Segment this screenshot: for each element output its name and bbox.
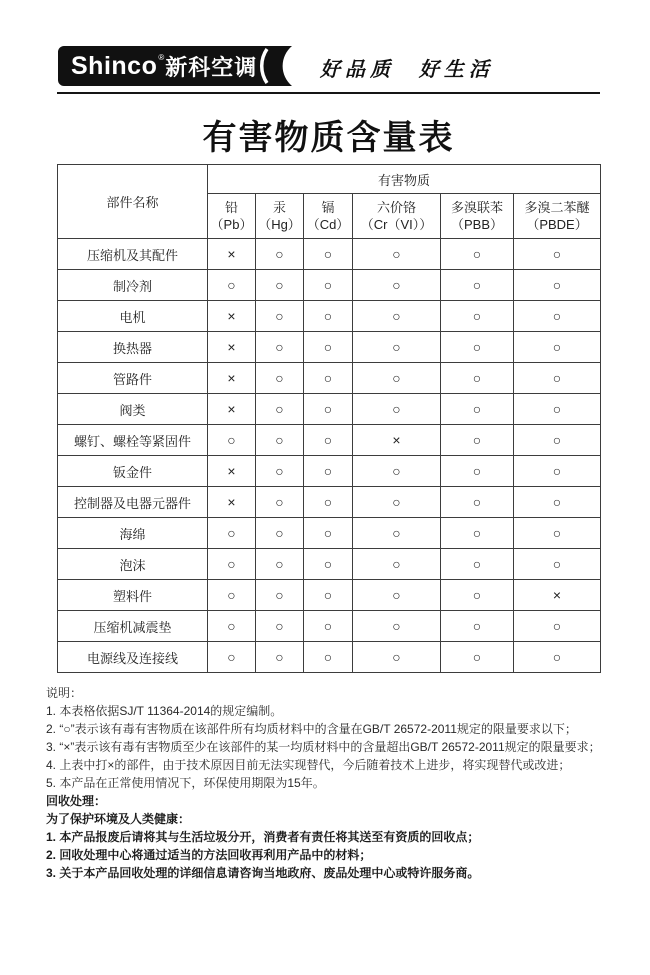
substance-value-cell: ○ [208, 518, 256, 549]
recycle-item: 1. 本产品报废后请将其与生活垃圾分开，消费者有责任将其送至有资质的回收点； [46, 830, 480, 844]
substance-value-cell: ○ [514, 456, 601, 487]
part-name-cell: 泡沫 [58, 549, 208, 580]
substance-value-cell: ○ [441, 239, 514, 270]
substance-name: 汞 [272, 200, 286, 215]
substance-symbol: （Pb） [210, 217, 253, 232]
substance-name: 多溴联苯 [450, 200, 503, 215]
substance-value-cell: ○ [441, 270, 514, 301]
substance-value-cell: ○ [304, 332, 353, 363]
notes-list [46, 702, 631, 792]
table-row [58, 270, 601, 301]
table-row [58, 642, 601, 673]
note-item: 2. “○”表示该有毒有害物质在该部件所有均质材料中的含量在GB/T 26572-2011规定的限量要求以下； [46, 722, 577, 736]
substance-value-cell: × [208, 363, 256, 394]
substance-value-cell: ○ [256, 518, 304, 549]
recycle-heading: 回收处理： [46, 794, 107, 808]
substance-value-cell: ○ [304, 611, 353, 642]
substance-symbol: （Hg） [258, 217, 301, 232]
substance-value-cell: ○ [353, 642, 441, 673]
substance-value-cell: ○ [256, 642, 304, 673]
substance-value-cell: × [208, 394, 256, 425]
substance-value-cell: × [208, 301, 256, 332]
substance-value-cell: ○ [353, 518, 441, 549]
substance-value-cell: ○ [353, 549, 441, 580]
substance-value-cell: ○ [353, 487, 441, 518]
recycle-list [46, 828, 631, 882]
recycle-item: 2. 回收处理中心将通过适当的方法回收再利用产品中的材料； [46, 848, 372, 862]
hazardous-substances-table [57, 164, 601, 673]
brand-name-en: Shinco [71, 51, 158, 80]
substance-value-cell: ○ [441, 549, 514, 580]
table-header-row-1 [58, 165, 601, 194]
substance-value-cell: ○ [441, 363, 514, 394]
substance-value-cell: ○ [441, 580, 514, 611]
part-name-cell: 控制器及电器元器件 [58, 487, 208, 518]
substance-value-cell: ○ [353, 611, 441, 642]
substance-value-cell: ○ [256, 301, 304, 332]
part-name-cell: 电机 [58, 301, 208, 332]
table-row [58, 518, 601, 549]
substance-value-cell: ○ [353, 301, 441, 332]
substance-value-cell: × [208, 332, 256, 363]
substance-symbol: （PBB） [450, 217, 503, 232]
substance-name: 铅 [224, 200, 238, 215]
brand-wordmark [71, 46, 257, 86]
table-row [58, 487, 601, 518]
substance-value-cell: ○ [256, 239, 304, 270]
substance-value-cell: ○ [256, 549, 304, 580]
registered-trademark-mark: ® [158, 52, 165, 62]
substance-value-cell: × [514, 580, 601, 611]
substance-value-cell: ○ [304, 518, 353, 549]
substance-value-cell: ○ [441, 456, 514, 487]
substance-value-cell: ○ [256, 270, 304, 301]
substance-value-cell: ○ [304, 580, 353, 611]
table-row [58, 425, 601, 456]
recycle-subheading: 为了保护环境及人类健康： [46, 812, 191, 826]
substance-value-cell: ○ [441, 642, 514, 673]
substance-value-cell: ○ [256, 456, 304, 487]
substance-value-cell: ○ [256, 394, 304, 425]
substance-value-cell: ○ [514, 611, 601, 642]
substance-value-cell: ○ [304, 270, 353, 301]
substance-value-cell: ○ [441, 425, 514, 456]
substance-value-cell: ○ [256, 363, 304, 394]
table-row [58, 394, 601, 425]
substance-value-cell: ○ [208, 611, 256, 642]
substance-value-cell: ○ [353, 456, 441, 487]
substance-name: 多溴二苯醚 [524, 200, 590, 215]
substance-header [353, 194, 441, 239]
note-item: 4. 上表中打×的部件，由于技术原因目前无法实现替代，今后随着技术上进步，将实现替代或改进； [46, 758, 571, 772]
note-item: 3. “×”表示该有毒有害物质至少在该部件的某一均质材料中的含量超出GB/T 26572-2011规定的限量要求； [46, 740, 601, 754]
substance-value-cell: ○ [353, 363, 441, 394]
note-item: 1. 本表格依据SJ/T 11364-2014的规定编制。 [46, 704, 283, 718]
recycle-item: 3. 关于本产品回收处理的详细信息请咨询当地政府、废品处理中心或特许服务商。 [46, 866, 480, 880]
substance-value-cell: ○ [304, 456, 353, 487]
substance-value-cell: ○ [304, 239, 353, 270]
substance-value-cell: ○ [514, 425, 601, 456]
substance-header [256, 194, 304, 239]
substance-value-cell: ○ [514, 549, 601, 580]
substance-value-cell: ○ [514, 487, 601, 518]
part-name-header: 部件名称 [58, 165, 208, 239]
substance-header [441, 194, 514, 239]
substance-value-cell: ○ [441, 611, 514, 642]
part-name-cell: 阀类 [58, 394, 208, 425]
part-name-cell: 制冷剂 [58, 270, 208, 301]
substance-value-cell: ○ [256, 332, 304, 363]
substance-value-cell: ○ [208, 580, 256, 611]
substance-value-cell: ○ [353, 239, 441, 270]
substance-value-cell: ○ [208, 425, 256, 456]
substance-symbol: （Cr（VI）） [360, 217, 433, 232]
substance-value-cell: × [208, 487, 256, 518]
part-name-cell: 换热器 [58, 332, 208, 363]
substance-value-cell: ○ [256, 611, 304, 642]
substance-value-cell: ○ [514, 642, 601, 673]
substance-value-cell: ○ [256, 425, 304, 456]
substance-value-cell: ○ [441, 487, 514, 518]
part-name-cell: 管路件 [58, 363, 208, 394]
substance-value-cell: ○ [304, 363, 353, 394]
substance-value-cell: ○ [353, 394, 441, 425]
substance-value-cell: ○ [514, 394, 601, 425]
substance-value-cell: ○ [256, 487, 304, 518]
substance-value-cell: ○ [514, 239, 601, 270]
part-name-cell: 海绵 [58, 518, 208, 549]
part-name-cell: 钣金件 [58, 456, 208, 487]
table-row [58, 301, 601, 332]
substance-value-cell: ○ [304, 301, 353, 332]
part-name-cell: 螺钉、螺栓等紧固件 [58, 425, 208, 456]
brand-banner [58, 46, 300, 86]
part-name-cell: 塑料件 [58, 580, 208, 611]
substance-value-cell: ○ [441, 301, 514, 332]
substance-value-cell: ○ [353, 332, 441, 363]
substance-value-cell: ○ [514, 270, 601, 301]
table-row [58, 549, 601, 580]
page-title: 有害物质含量表 [202, 119, 455, 157]
substance-value-cell: ○ [441, 518, 514, 549]
substance-value-cell: ○ [514, 363, 601, 394]
substance-value-cell: ○ [208, 642, 256, 673]
table-row [58, 332, 601, 363]
brand-name-cn: 新科空调 [165, 54, 258, 80]
part-name-cell: 电源线及连接线 [58, 642, 208, 673]
substance-value-cell: ○ [353, 270, 441, 301]
substance-symbol: （PBDE） [526, 217, 588, 232]
footnotes [46, 684, 631, 882]
table-row [58, 363, 601, 394]
substance-value-cell: ○ [304, 394, 353, 425]
table-row [58, 456, 601, 487]
substance-value-cell: × [353, 425, 441, 456]
substance-value-cell: ○ [514, 332, 601, 363]
notes-heading: 说明： [46, 686, 83, 700]
substance-value-cell: ○ [441, 394, 514, 425]
substance-name: 镉 [321, 200, 335, 215]
substance-name: 六价铬 [376, 200, 416, 215]
substance-value-cell: × [208, 456, 256, 487]
note-item: 5. 本产品在正常使用情况下，环保使用期限为15年。 [46, 776, 325, 790]
table-row [58, 239, 601, 270]
substance-value-cell: ○ [304, 549, 353, 580]
substance-header [304, 194, 353, 239]
substance-value-cell: ○ [208, 270, 256, 301]
substance-header [208, 194, 256, 239]
substance-symbol: （Cd） [306, 217, 350, 232]
substance-value-cell: ○ [304, 425, 353, 456]
substance-value-cell: ○ [514, 518, 601, 549]
substance-value-cell: ○ [514, 301, 601, 332]
substance-value-cell: ○ [304, 642, 353, 673]
substance-value-cell: ○ [353, 580, 441, 611]
substance-header [514, 194, 601, 239]
part-name-cell: 压缩机减震垫 [58, 611, 208, 642]
brand-slogan: 好品质 好生活 [320, 57, 494, 81]
substance-value-cell: ○ [208, 549, 256, 580]
table-row [58, 611, 601, 642]
substance-value-cell: × [208, 239, 256, 270]
substance-value-cell: ○ [304, 487, 353, 518]
brand-header [58, 46, 618, 86]
table-row [58, 580, 601, 611]
part-name-cell: 压缩机及其配件 [58, 239, 208, 270]
substance-value-cell: ○ [256, 580, 304, 611]
header-divider [57, 92, 600, 94]
substance-value-cell: ○ [441, 332, 514, 363]
hazardous-substances-group-header: 有害物质 [208, 165, 601, 194]
